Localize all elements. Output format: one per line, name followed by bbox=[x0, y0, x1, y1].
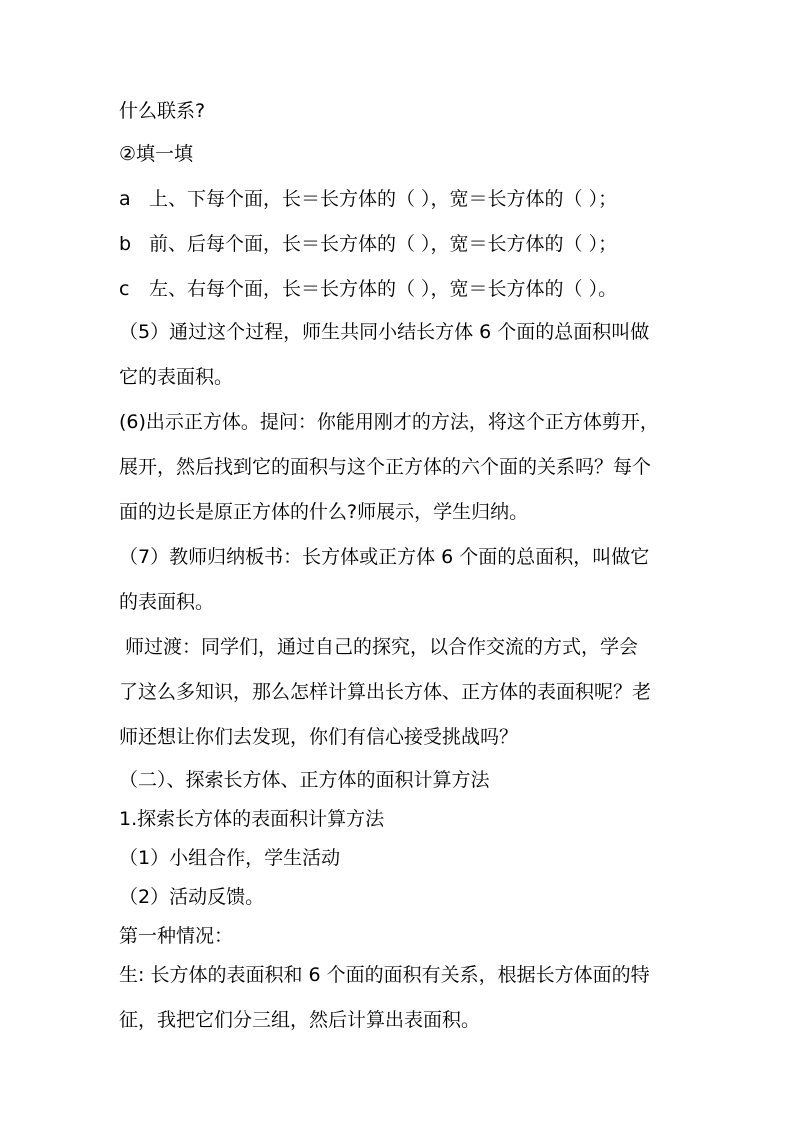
text-line-19: （2）活动反馈。 bbox=[119, 886, 265, 908]
item-text-a: 上、下每个面，长＝长方体的（ ），宽＝长方体的（ ）； bbox=[149, 188, 618, 210]
fill-item-b bbox=[119, 231, 689, 258]
fill-item-c bbox=[119, 276, 689, 303]
item-label-b: b bbox=[119, 233, 132, 255]
text-line-13: 师过渡：同学们，通过自己的探究，以合作交流的方式，学会 bbox=[119, 636, 639, 658]
text-line-1: 什么联系? bbox=[119, 100, 206, 122]
item-label-a: a bbox=[119, 188, 131, 210]
text-line-20: 第一种情况： bbox=[119, 925, 234, 947]
text-line-15: 师还想让你们去发现，你们有信心接受挑战吗？ bbox=[119, 726, 519, 748]
text-line-9: 展开，然后找到它的面积与这个正方体的六个面的关系吗？每个 bbox=[119, 456, 652, 478]
text-line-21: 生: 长方体的表面积和 6 个面的面积有关系，根据长方体面的特 bbox=[119, 964, 650, 986]
text-line-12: 的表面积。 bbox=[119, 591, 215, 613]
text-line-10: 面的边长是原正方体的什么?师展示，学生归纳。 bbox=[119, 501, 529, 523]
item-label-c: c bbox=[119, 278, 130, 300]
subsection-heading: 1.探索长方体的表面积计算方法 bbox=[119, 808, 385, 830]
text-line-8: (6)出示正方体。提问：你能用刚才的方法，将这个正方体剪开， bbox=[119, 411, 659, 433]
text-line-18: （1）小组合作，学生活动 bbox=[119, 847, 341, 869]
text-line-22: 征，我把它们分三组，然后计算出表面积。 bbox=[119, 1009, 481, 1031]
fill-item-a bbox=[119, 186, 689, 213]
text-line-2: ②填一填 bbox=[119, 143, 194, 165]
text-line-11: （7）教师归纳板书：长方体或正方体 6 个面的总面积，叫做它 bbox=[119, 546, 650, 568]
text-line-7: 它的表面积。 bbox=[119, 366, 234, 388]
item-text-c: 左、右每个面，长＝长方体的（ ），宽＝长方体的（ ）。 bbox=[149, 278, 618, 300]
text-line-14: 了这么多知识，那么怎样计算出长方体、正方体的表面积呢？老 bbox=[119, 681, 652, 703]
document-body bbox=[119, 98, 689, 1034]
section-heading: （二）、探索长方体、正方体的面积计算方法 bbox=[119, 769, 490, 791]
item-text-b: 前、后每个面，长＝长方体的（ ），宽＝长方体的（ ）； bbox=[149, 233, 618, 255]
text-line-6: （5）通过这个过程，师生共同小结长方体 6 个面的总面积叫做 bbox=[119, 321, 650, 343]
